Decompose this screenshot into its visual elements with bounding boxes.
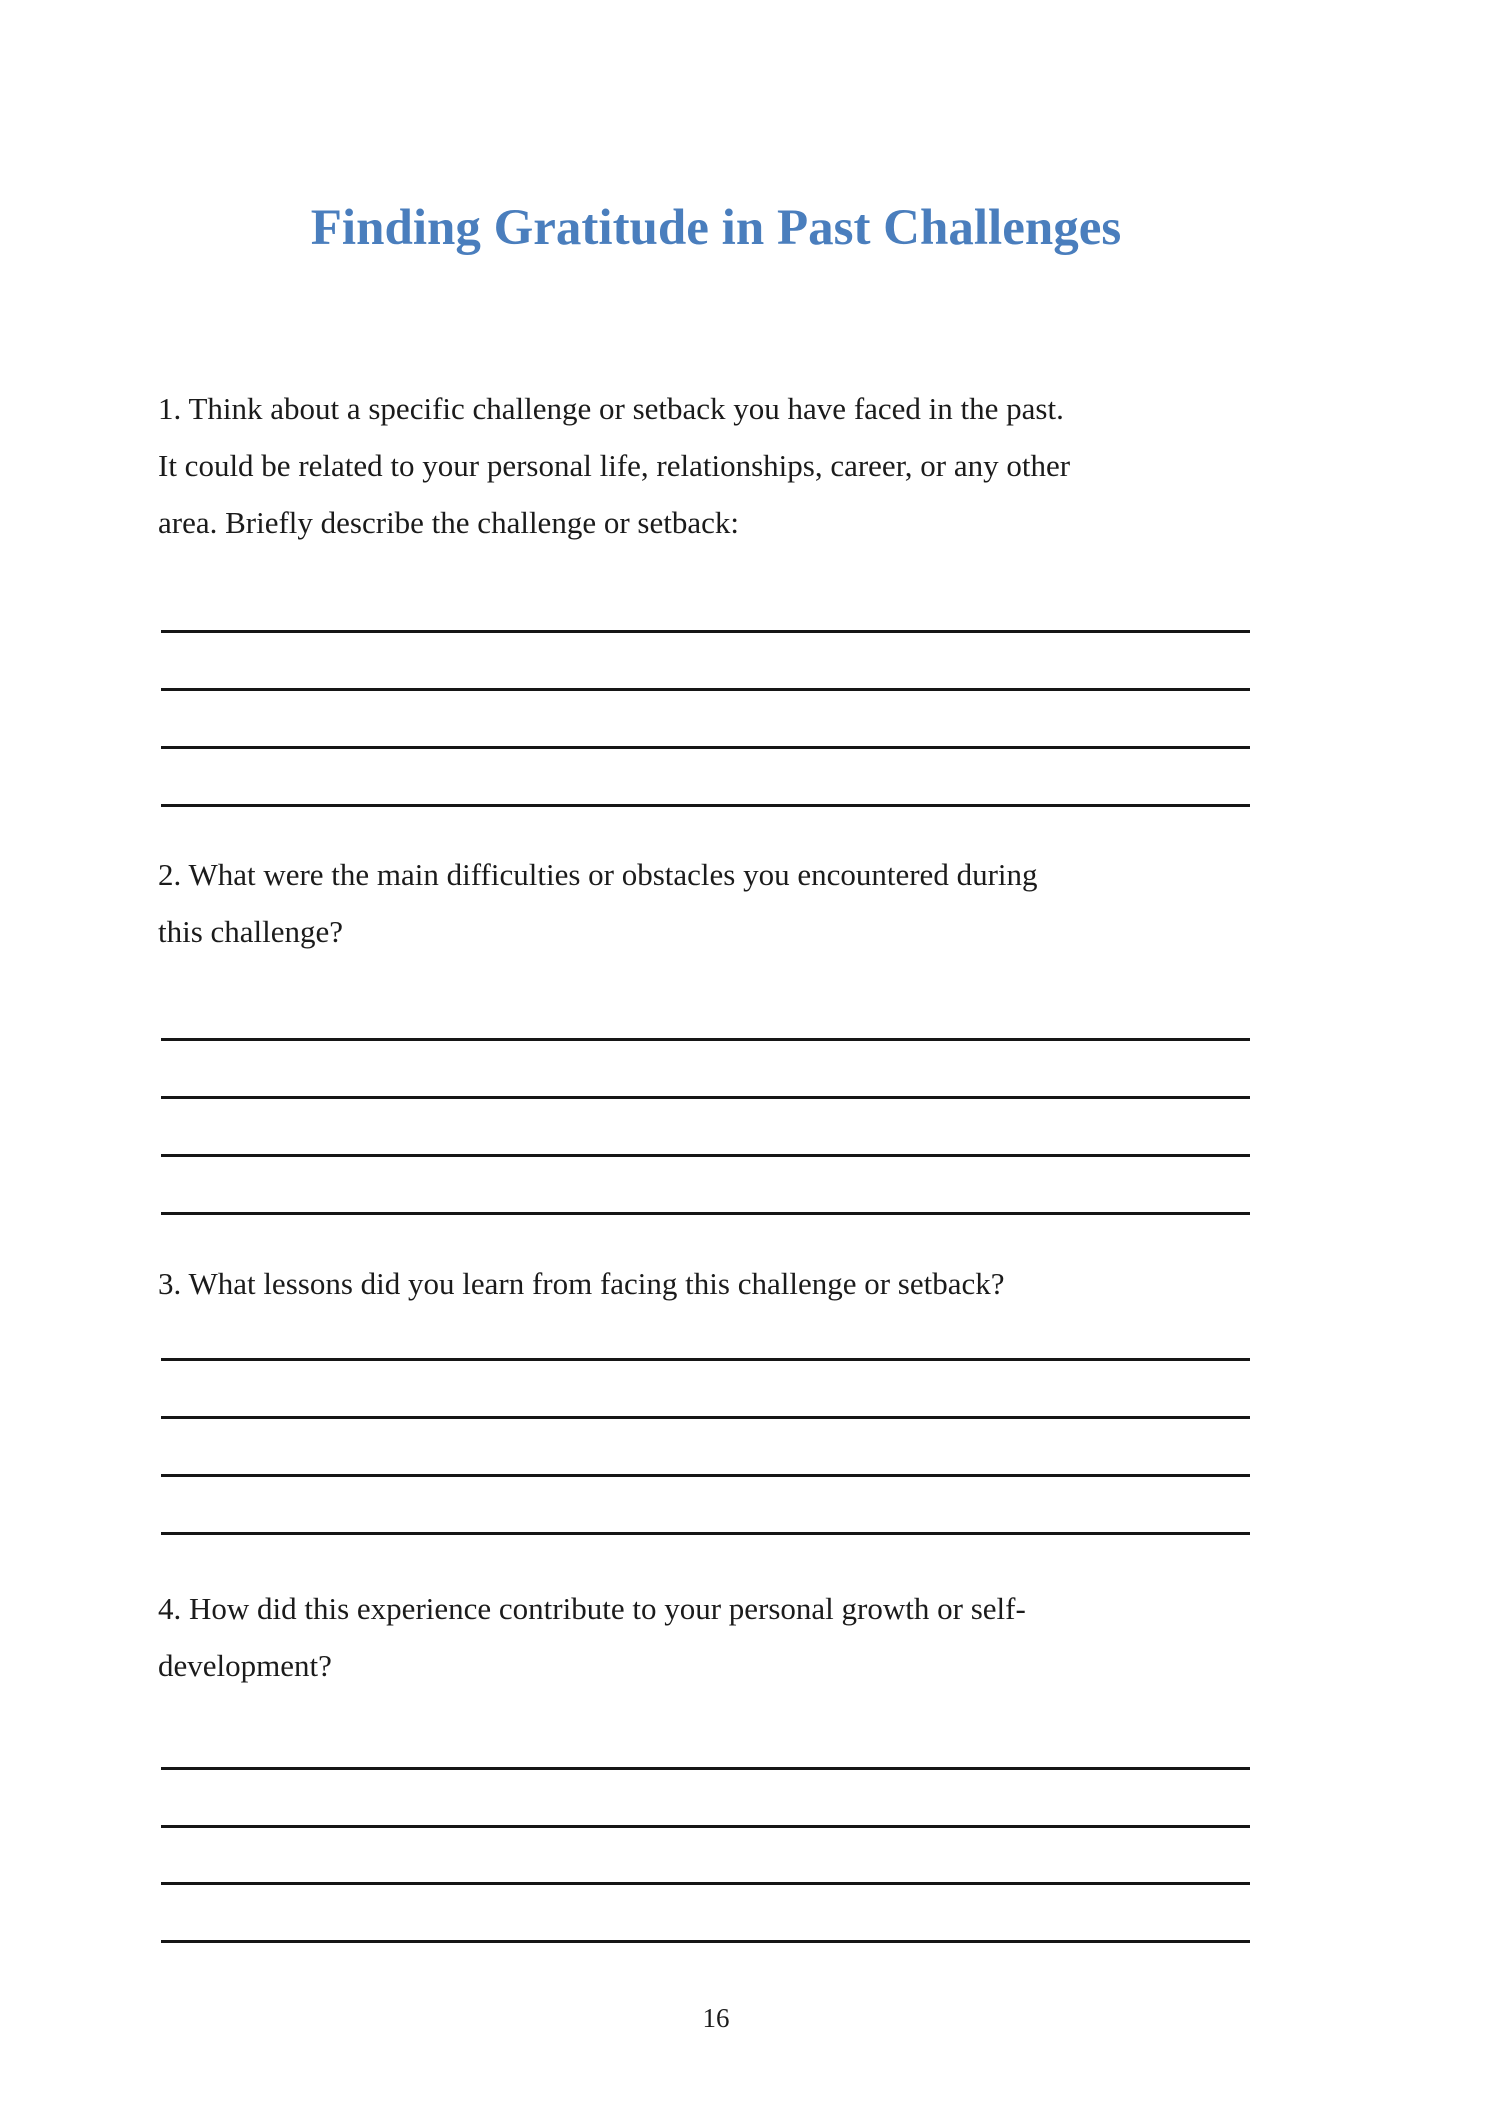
answer-line xyxy=(161,630,1250,633)
question-2-line-2: this challenge? xyxy=(158,914,344,949)
question-1-line-2: It could be related to your personal life, relationships, career, or any other xyxy=(158,448,1071,483)
question-2-text xyxy=(158,846,1038,960)
answer-line xyxy=(161,1212,1250,1215)
page-title: Finding Gratitude in Past Challenges xyxy=(310,200,1122,256)
answer-line xyxy=(161,1767,1250,1770)
question-2-line-1: 2. What were the main difficulties or obstacles you encountered during xyxy=(158,857,1038,892)
answer-line xyxy=(161,1825,1250,1828)
answer-line xyxy=(161,1096,1250,1099)
question-1-text xyxy=(158,380,1070,551)
question-4-line-1: 4. How did this experience contribute to your personal growth or self- xyxy=(158,1591,1026,1626)
question-1-line-1: 1. Think about a specific challenge or setback you have faced in the past. xyxy=(158,391,1064,426)
page-number: 16 xyxy=(702,2003,730,2033)
question-3-text xyxy=(158,1255,1005,1312)
answer-line xyxy=(161,746,1250,749)
question-3-line-1: 3. What lessons did you learn from facing this challenge or setback? xyxy=(158,1266,1005,1301)
answer-line xyxy=(161,1416,1250,1419)
answer-line xyxy=(161,1532,1250,1535)
answer-line xyxy=(161,1940,1250,1943)
question-4-text xyxy=(158,1580,1026,1694)
answer-line xyxy=(161,688,1250,691)
answer-line xyxy=(161,1038,1250,1041)
answer-line xyxy=(161,1474,1250,1477)
answer-line xyxy=(161,1154,1250,1157)
question-4-line-2: development? xyxy=(158,1648,332,1683)
answer-line xyxy=(161,1358,1250,1361)
answer-line xyxy=(161,1882,1250,1885)
question-1-line-3: area. Briefly describe the challenge or setback: xyxy=(158,505,739,540)
answer-line xyxy=(161,804,1250,807)
